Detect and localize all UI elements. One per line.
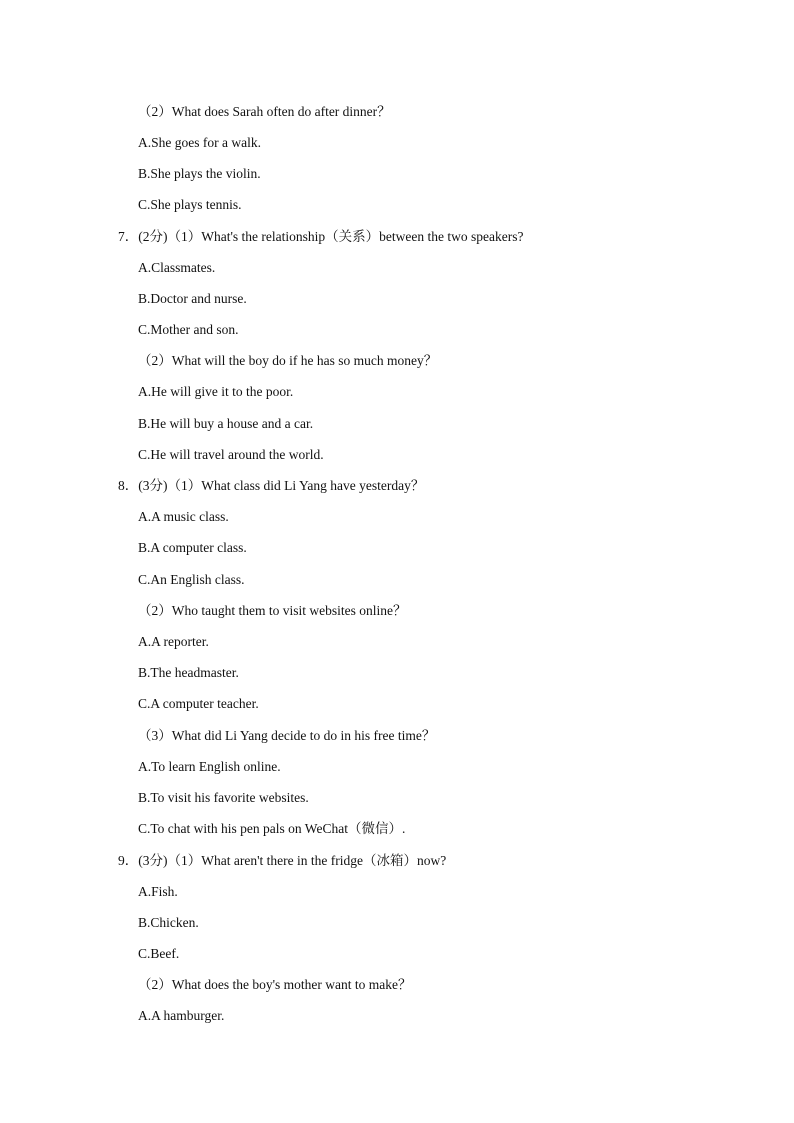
option-8-3-b: B.To visit his favorite websites. <box>138 790 309 805</box>
option-7-1-c: C.Mother and son. <box>138 322 239 337</box>
option-8-2-b: B.The headmaster. <box>138 665 239 680</box>
question-7: 7．(2分)（1）What's the relationship（关系）between the two speakers? <box>118 229 524 244</box>
option-9-1-c: C.Beef. <box>138 946 180 961</box>
question-6-sub-2: （2）What does Sarah often do after dinner？ <box>138 104 391 119</box>
option-7-2-b: B.He will buy a house and a car. <box>138 416 314 431</box>
question-8-sub-2: （2）Who taught them to visit websites online？ <box>138 603 407 618</box>
option-6-2-b: B.She plays the violin. <box>138 166 261 181</box>
option-6-2-c: C.She plays tennis. <box>138 197 242 212</box>
question-9-sub-2: （2）What does the boy's mother want to make？ <box>138 977 412 992</box>
option-8-1-c: C.An English class. <box>138 572 245 587</box>
option-8-2-c: C.A computer teacher. <box>138 696 259 711</box>
option-9-2-a: A.A hamburger. <box>138 1008 225 1023</box>
option-7-1-a: A.Classmates. <box>138 260 216 275</box>
option-7-2-a: A.He will give it to the poor. <box>138 384 294 399</box>
question-9: 9．(3分)（1）What aren't there in the fridge（冰箱）now? <box>118 853 447 868</box>
option-7-1-b: B.Doctor and nurse. <box>138 291 247 306</box>
option-6-2-a: A.She goes for a walk. <box>138 135 261 150</box>
option-8-1-b: B.A computer class. <box>138 540 247 555</box>
option-8-1-a: A.A music class. <box>138 509 229 524</box>
option-8-2-a: A.A reporter. <box>138 634 209 649</box>
option-9-1-b: B.Chicken. <box>138 915 199 930</box>
option-8-3-c: C.To chat with his pen pals on WeChat（微信）. <box>138 821 406 836</box>
option-9-1-a: A.Fish. <box>138 884 178 899</box>
question-7-sub-2: （2）What will the boy do if he has so much money？ <box>138 353 438 368</box>
question-8-sub-3: （3）What did Li Yang decide to do in his free time？ <box>138 728 436 743</box>
option-8-3-a: A.To learn English online. <box>138 759 281 774</box>
option-7-2-c: C.He will travel around the world. <box>138 447 324 462</box>
question-8: 8．(3分)（1）What class did Li Yang have yesterday？ <box>118 478 425 493</box>
